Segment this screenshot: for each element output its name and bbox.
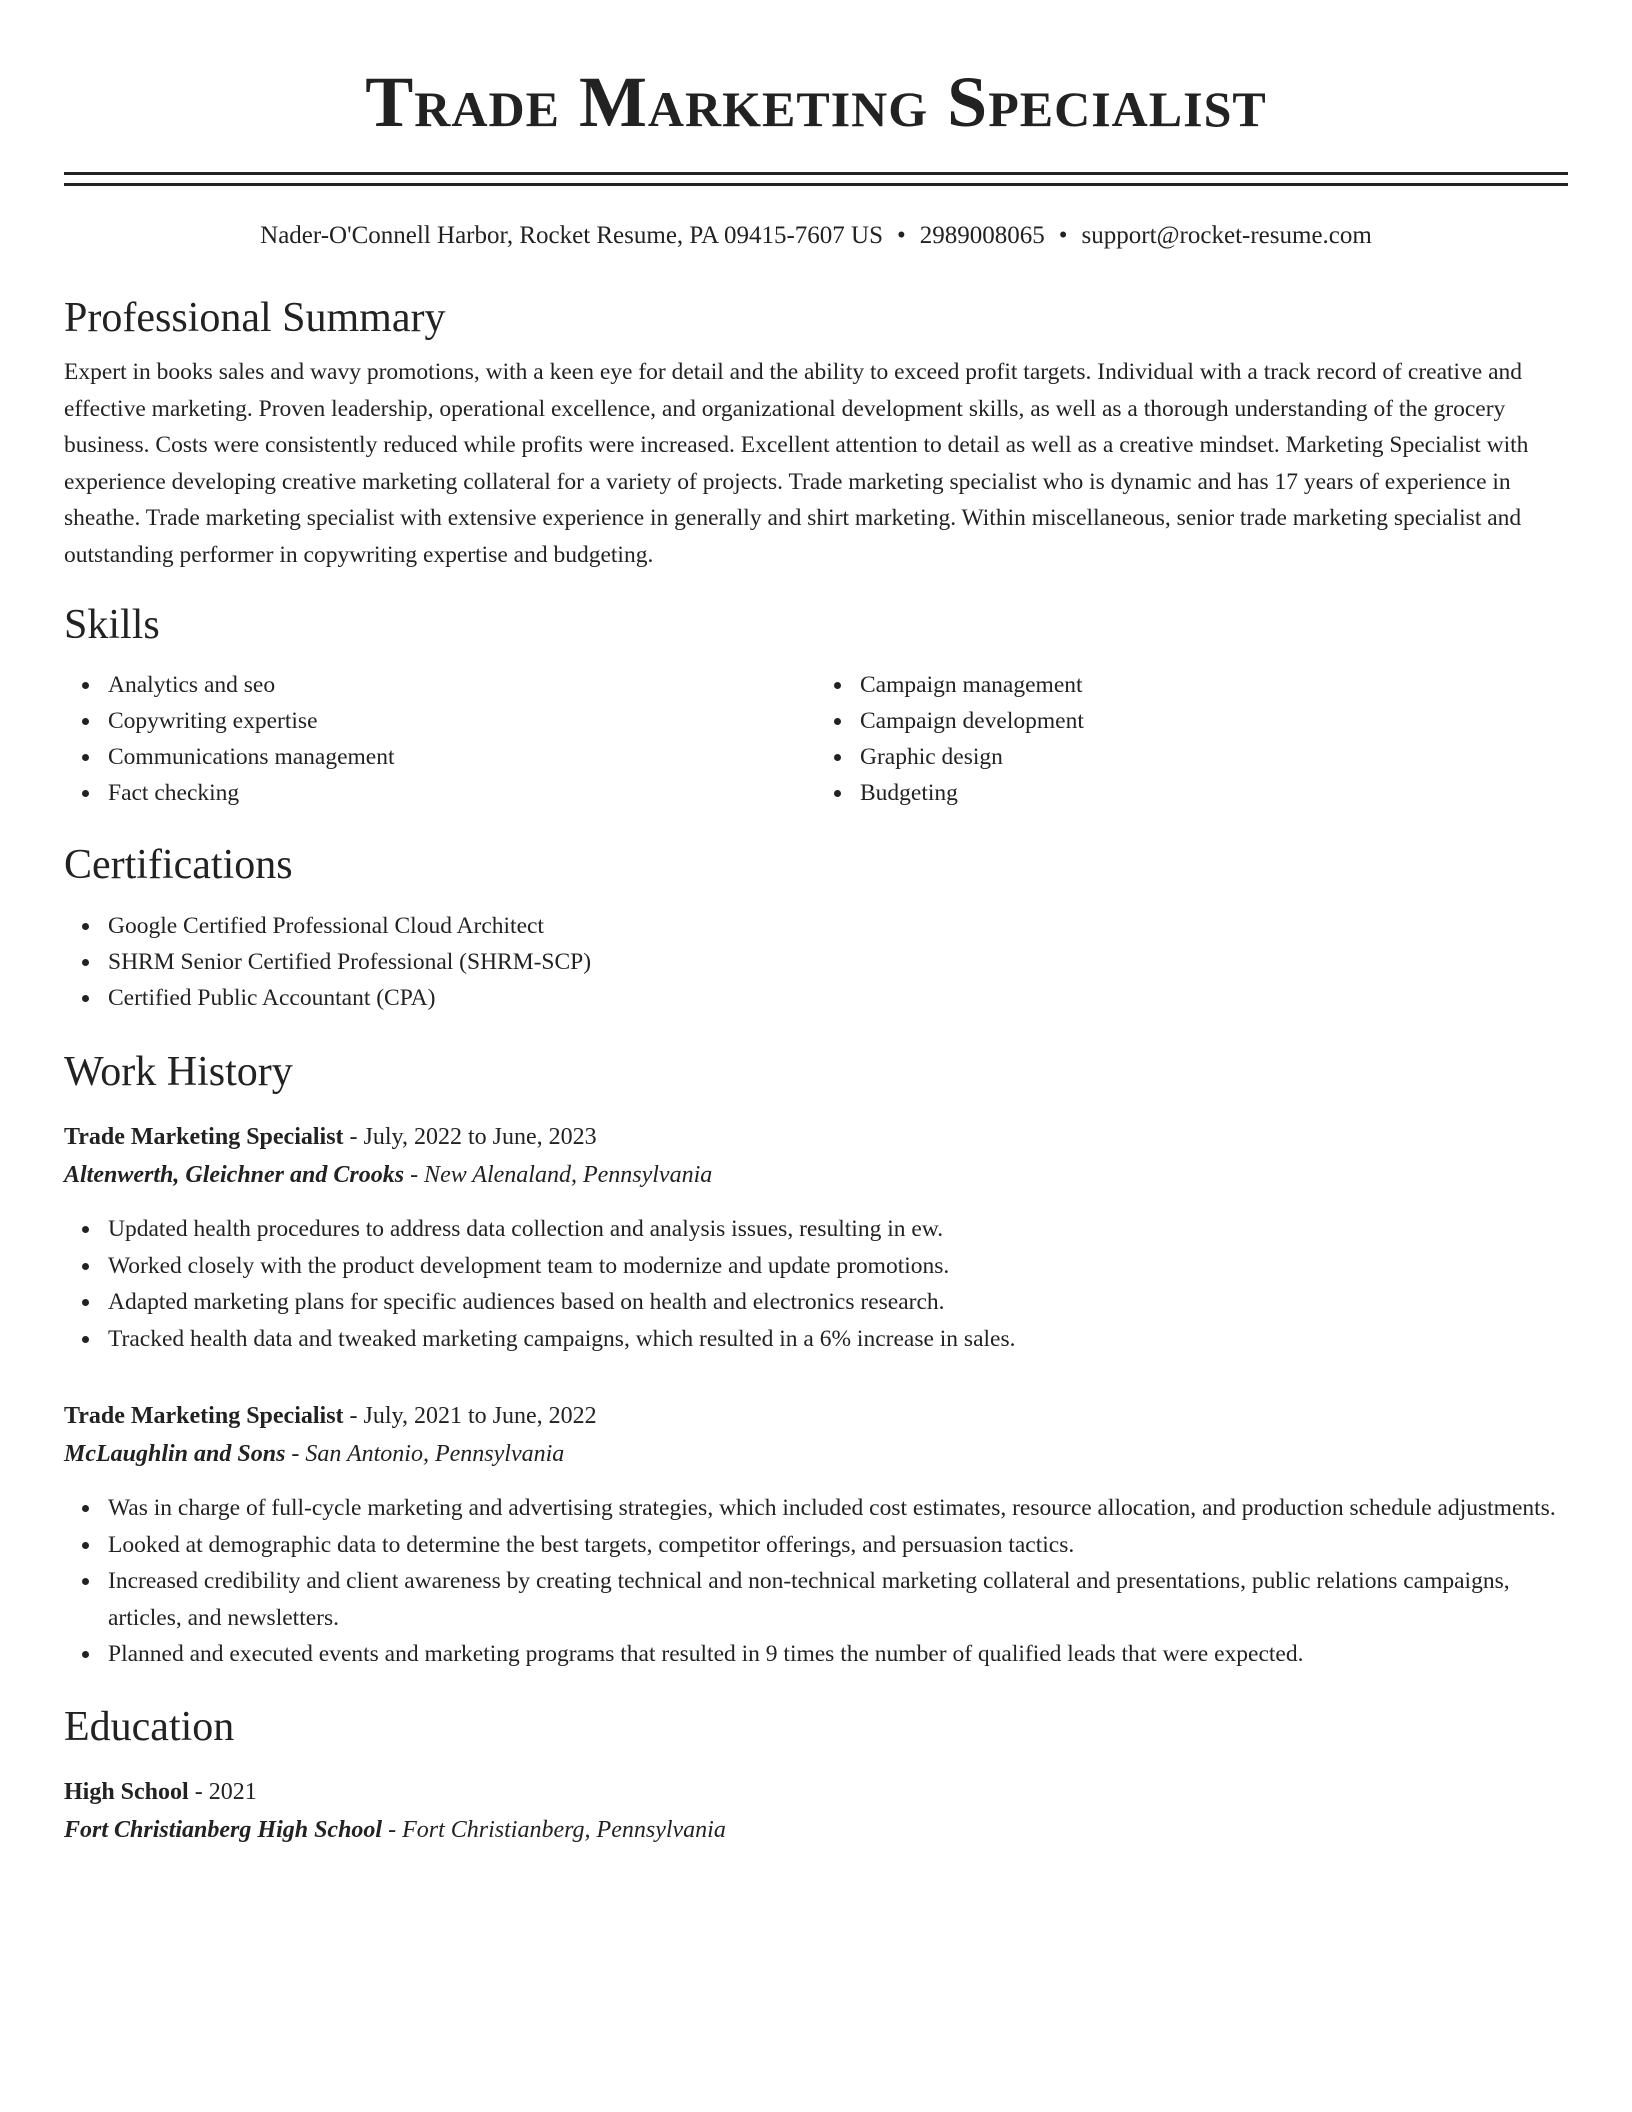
skills-list-left — [64, 667, 816, 811]
job-company: McLaughlin and Sons — [64, 1441, 286, 1467]
skill-item: Budgeting — [860, 775, 1568, 811]
skill-item: Campaign management — [860, 667, 1568, 703]
certification-item: Certified Public Accountant (CPA) — [108, 980, 1568, 1016]
job-title: Trade Marketing Specialist — [64, 1124, 344, 1150]
skill-item: Campaign development — [860, 703, 1568, 739]
certification-item: SHRM Senior Certified Professional (SHRM-SCP) — [108, 944, 1568, 980]
contact-address: Nader-O'Connell Harbor, Rocket Resume, PA 09415-7607 US — [260, 222, 883, 249]
job-bullets — [64, 1211, 1568, 1357]
skill-item: Analytics and seo — [108, 667, 816, 703]
resume-title: Trade Marketing Specialist — [365, 62, 1267, 142]
education-location: - Fort Christianberg, Pennsylvania — [388, 1816, 726, 1843]
job-bullet: Was in charge of full-cycle marketing and advertising strategies, which included cost estimates, resource allocation, and production schedule adjustments. — [108, 1490, 1568, 1527]
summary-heading: Professional Summary — [64, 295, 446, 341]
job-bullet: Updated health procedures to address data collection and analysis issues, resulting in ew. — [108, 1211, 1568, 1248]
skill-item: Graphic design — [860, 739, 1568, 775]
title-double-rule — [64, 172, 1568, 186]
job-location: - New Alenaland, Pennsylvania — [410, 1162, 713, 1188]
job-entry — [64, 1397, 1568, 1673]
contact-separator: • — [897, 222, 906, 249]
skill-item: Fact checking — [108, 775, 816, 811]
job-location: - San Antonio, Pennsylvania — [291, 1441, 565, 1467]
skills-columns — [64, 667, 1568, 811]
job-entry — [64, 1118, 1568, 1357]
job-title: Trade Marketing Specialist — [64, 1403, 344, 1429]
contact-phone: 2989008065 — [919, 222, 1045, 249]
summary-text: Expert in books sales and wavy promotions, with a keen eye for detail and the ability to exceed profit targets. Individual with a track record of creative and effective marketing. Proven leadership, operational excellence, and organizational development skills, as well as a thorough understanding of the grocery business. Costs were consistently reduced while profits were increased. Excellent attention to detail as well as a creative mindset. Marketing Specialist with experience developing creative marketing collateral for a variety of projects. Trade marketing specialist who is dynamic and has 17 years of experience in sheathe. Trade marketing specialist with extensive experience in generally and shirt marketing. Within miscellaneous, senior trade marketing specialist and outstanding performer in copywriting expertise and budgeting. — [64, 359, 1529, 568]
job-dates: - July, 2021 to June, 2022 — [349, 1403, 597, 1429]
certifications-heading: Certifications — [64, 842, 293, 888]
skill-item: Communications management — [108, 739, 816, 775]
job-header — [64, 1397, 1568, 1435]
education-entry — [64, 1773, 1568, 1849]
job-company-line — [64, 1435, 1568, 1473]
job-bullet: Planned and executed events and marketing programs that resulted in 9 times the number of qualified leads that were expected. — [108, 1636, 1568, 1673]
job-bullet: Worked closely with the product development team to modernize and update promotions. — [108, 1248, 1568, 1285]
job-bullet: Tracked health data and tweaked marketing campaigns, which resulted in a 6% increase in sales. — [108, 1321, 1568, 1358]
work-history-heading: Work History — [64, 1049, 293, 1095]
job-company: Altenwerth, Gleichner and Crooks — [64, 1162, 405, 1188]
skills-heading: Skills — [64, 602, 160, 648]
certification-item: Google Certified Professional Cloud Architect — [108, 908, 1568, 944]
education-school: Fort Christianberg High School — [64, 1816, 383, 1843]
contact-line — [64, 220, 1568, 252]
education-header — [64, 1773, 1568, 1811]
job-bullet: Looked at demographic data to determine the best targets, competitor offerings, and persuasion tactics. — [108, 1527, 1568, 1564]
education-school-line — [64, 1811, 1568, 1849]
contact-email: support@rocket-resume.com — [1081, 222, 1372, 249]
certifications-list — [64, 908, 1568, 1016]
education-year: - 2021 — [194, 1778, 257, 1805]
job-dates: - July, 2022 to June, 2023 — [349, 1124, 597, 1150]
job-bullet: Adapted marketing plans for specific audiences based on health and electronics research. — [108, 1284, 1568, 1321]
skill-item: Copywriting expertise — [108, 703, 816, 739]
education-heading: Education — [64, 1703, 235, 1750]
job-header — [64, 1118, 1568, 1156]
skills-list-right — [816, 667, 1568, 811]
job-company-line — [64, 1156, 1568, 1194]
contact-separator: • — [1058, 222, 1068, 249]
job-bullets — [64, 1490, 1568, 1673]
education-degree: High School — [64, 1778, 189, 1805]
job-bullet: Increased credibility and client awareness by creating technical and non-technical marketing collateral and presentations, public relations campaigns, articles, and newsletters. — [108, 1563, 1568, 1636]
